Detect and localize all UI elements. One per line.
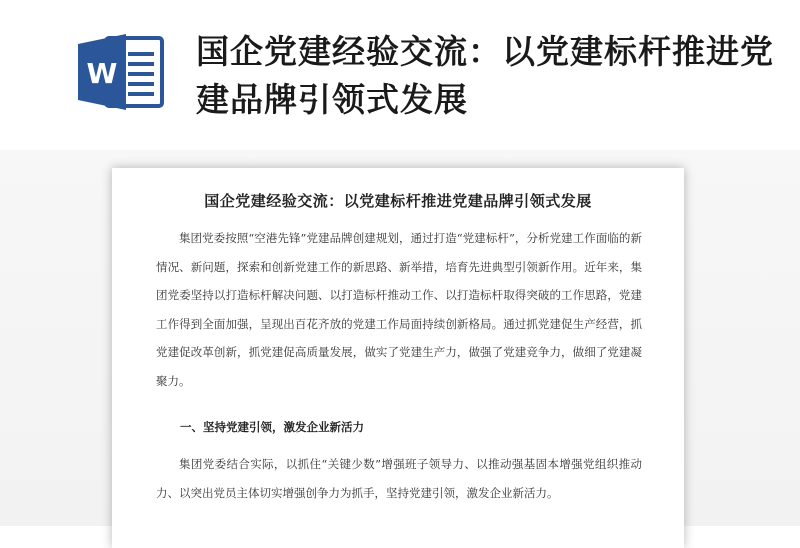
word-icon-letter: W [86, 57, 118, 90]
paragraph-intro: 集团党委按照“空港先锋”党建品牌创建规划，通过打造“党建标杆”，分析党建工作面临的新情况、新问题，探索和创新党建工作的新思路、新举措，培育先进典型引领新作用。近年来，集团党委坚持以打造标杆解决问题、以打造标杆推动工作、以打造标杆取得突破的工作思路，党建工作得到全面加强，呈现出百花齐放的党建工作局面持续创新格局。通过抓党建促生产经营，抓党建促改革创新，抓党建促高质量发展，做实了党建生产力，做强了党建竞争力，做细了党建凝聚力。 [156, 231, 642, 388]
document-page [112, 168, 684, 548]
header-banner [0, 0, 800, 150]
word-icon [76, 32, 168, 112]
paragraph-section-1: 集团党委结合实际，以抓住“关键少数”增强班子领导力、以推动强基固本增强党组织推动力、以突出党员主体切实增强创争力为抓手，坚持党建引领，激发企业新活力。 [156, 457, 642, 500]
header-title: 国企党建经验交流：以党建标杆推进党建品牌引领式发展 [196, 32, 774, 119]
section-heading: 一、坚持党建引领，激发企业新活力 [180, 420, 364, 434]
document-title: 国企党建经验交流：以党建标杆推进党建品牌引领式发展 [204, 192, 592, 210]
